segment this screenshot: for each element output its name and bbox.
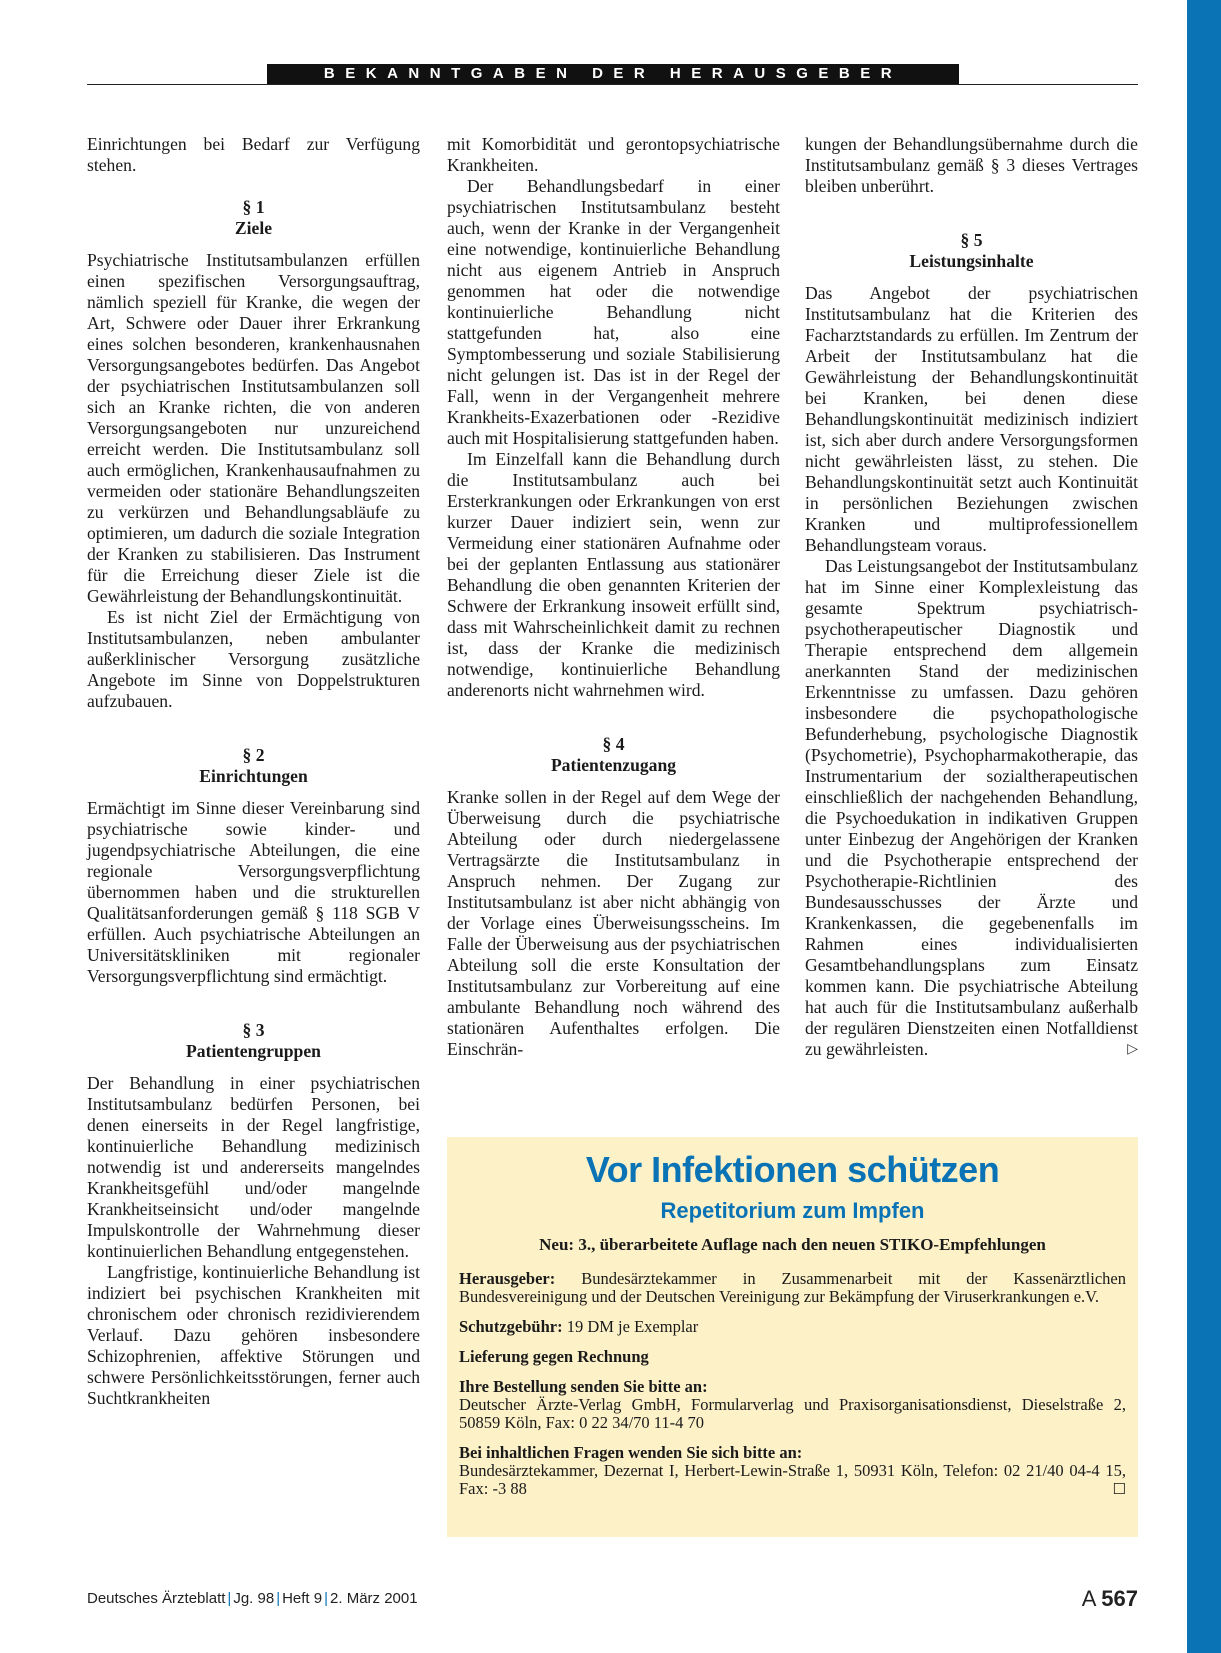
- ad-publisher-text: Bundesärztekammer in Zusammenarbeit mit der Kassenärztlichen Bundesvereinigung und der Deutschen Vereinigung zur Bekämpfung der Viruserkrankungen e.V.: [459, 1269, 1127, 1306]
- section-5-paragraph-1: Das Angebot der psychiatrischen Institutsambulanz hat die Kriterien des Facharztstandards zu erfüllen. Im Zentrum der Arbeit der Institutsambulanz hat die Gewährleistung der Behandlungskontinuität bei Kranken, bei denen diese Behandlungskontinuität medizinisch indiziert ist, sich aber durch andere Versorgungsformen nicht gewährleisten lässt, zu stehen. Die Behandlungskontinuität setzt auch Kontinuität in persönlichen Beziehungen zwischen Kranken und multiprofessionellem Behandlungsteam voraus.: [805, 283, 1138, 555]
- page-number: [1082, 1586, 1138, 1612]
- section-2-number: § 2: [242, 745, 265, 765]
- header-rule: [87, 84, 1138, 85]
- section-1-number: § 1: [242, 197, 265, 217]
- ad-fee: [459, 1318, 1126, 1336]
- footer-volume: Jg. 98: [233, 1590, 275, 1607]
- section-4-heading: [447, 734, 780, 776]
- ad-delivery-text: Lieferung gegen Rechnung: [459, 1347, 649, 1366]
- section-3-paragraph-1: Der Behandlung in einer psychiatrischen Institutsambulanz bedürfen Personen, bei denen einerseits in der Regel langfristige, kontinuierliche Behandlung medizinisch notwendig ist und andererseits mangelndes Krankheitsgefühl und/oder mangelnde Krankheitseinsicht und/oder mangelnde Impulskontrolle der Wahrnehmung dieser kontinuierlichen Behandlung entgegenstehen.: [87, 1073, 420, 1261]
- footer-issue: Heft 9: [282, 1590, 323, 1607]
- section-3-title: Patientengruppen: [186, 1041, 321, 1061]
- section-4-title: Patientenzugang: [550, 755, 677, 775]
- section-1-paragraph-2: Es ist nicht Ziel der Ermächtigung von Institutsambulanzen, neben ambulanter außerklinischer Versorgung zusätzliche Angebote im Sinne von Doppelstrukturen aufzubauen.: [87, 607, 420, 711]
- section-5-number: § 5: [960, 230, 983, 250]
- footer-date: 2. März 2001: [330, 1590, 418, 1607]
- section-5-title: Leistungsinhalte: [909, 251, 1034, 271]
- ad-publisher: [459, 1270, 1126, 1306]
- ad-questions: [459, 1444, 1126, 1498]
- ad-fee-text: 19 DM je Exemplar: [566, 1317, 699, 1336]
- ad-fee-label: Schutzgebühr:: [459, 1317, 563, 1336]
- section-5-paragraph-2-text: Das Leistungsangebot der Institutsambulanz hat im Sinne einer Komplexleistung das gesamte Spektrum psychiatrisch-psychotherapeutischer Diagnostik und Therapie entsprechend dem allgemein anerkannten Stand der medizinischen Erkenntnisse zu umfassen. Dazu gehören insbesondere die psychopathologische Befunderhebung, psychologische Diagnostik (Psychometrie), Psychopharmakotherapie, das Instrumentarium der sozialtherapeutischen einschließlich der nachgehenden Behandlung, die Psychoedukation in indikativen Gruppen unter Einbezug der Angehörigen der Kranken und die Psychotherapie entsprechend der Psychotherapie-Richtlinien des Bundesausschusses der Ärzte und Krankenkassen, die gegebenenfalls im Rahmen eines individualisierten Gesamtbehandlungsplans zum Einsatz kommen kann. Die psychiatrische Abteilung hat auch für die Institutsambulanz außerhalb der regulären Dienstzeiten einen Notfalldienst zu gewährleisten.: [805, 556, 1138, 1059]
- column-2: [447, 134, 780, 1060]
- section-3-paragraph-2: Langfristige, kontinuierliche Behandlung ist indiziert bei psychischen Krankheiten mit chronischem oder chronisch rezidivierendem Verlauf. Dazu gehören insbesondere Schizophrenien, affektive Störungen und schwere Persönlichkeitsstörungen, ferner auch Suchtkrankheiten: [87, 1262, 420, 1408]
- col2-paragraph-3: Im Einzelfall kann die Behandlung durch die Institutsambulanz auch bei Ersterkrankungen oder Erkrankungen von erst kurzer Dauer indiziert sein, wenn zur Vermeidung einer stationären Aufnahme oder bei der geplanten Entlassung aus stationärer Behandlung die oben genannten Kriterien der Schwere der Erkrankung insoweit erfüllt sind, dass mit Wahrscheinlichkeit damit zu rechnen ist, dass der Kranke die medizinisch notwendige, kontinuierliche Behandlung anderenorts nicht wahrnehmen wird.: [447, 449, 780, 700]
- section-5-heading: [805, 230, 1138, 272]
- section-2-paragraph-1: Ermächtigt im Sinne dieser Vereinbarung sind psychiatrische sowie kinder- und jugendpsychiatrische Abteilungen, die eine regionale Versorgungsverpflichtung übernommen haben und die strukturellen Qualitätsanforderungen gemäß § 118 SGB V erfüllen. Auch psychiatrische Abteilungen an Universitätskliniken mit regionaler Versorgungsverpflichtung sind ermächtigt.: [87, 798, 420, 986]
- footer-journal: Deutsches Ärzteblatt: [87, 1590, 226, 1607]
- section-1-heading: [87, 197, 420, 239]
- section-header-band: BEKANNTGABEN DER HERAUSGEBER: [267, 64, 959, 84]
- ad-body: [447, 1270, 1138, 1498]
- ad-order-label: Ihre Bestellung senden Sie bitte an:: [459, 1377, 708, 1396]
- col2-paragraph-2: Der Behandlungsbedarf in einer psychiatrischen Institutsambulanz besteht auch, wenn der Kranke in der Vergangenheit eine notwendige, kontinuierliche Behandlung nicht aus eigenem Antrieb in Anspruch genommen hat oder die notwendige kontinuierliche Behandlung nicht stattgefunden hat, also eine Symptombesserung und soziale Stabilisierung nicht gelungen ist. Das ist in der Regel der Fall, wenn in der Vergangenheit mehrere Krankheits-Exazerbationen oder -Rezidive auch mit Hospitalisierung stattgefunden haben.: [447, 176, 780, 448]
- ad-new-edition-note: Neu: 3., überarbeitete Auflage nach den neuen STIKO-Empfehlungen: [539, 1235, 1046, 1254]
- continued-arrow-icon: ▷: [1127, 1041, 1138, 1057]
- col1-intro: Einrichtungen bei Bedarf zur Verfügung stehen.: [87, 134, 420, 175]
- column-1: [87, 134, 420, 1409]
- col2-continuation: mit Komorbidität und gerontopsychiatrische Krankheiten.: [447, 134, 780, 175]
- ad-delivery: [459, 1348, 1126, 1366]
- section-1-paragraph-1: Psychiatrische Institutsambulanzen erfüllen einen spezifischen Versorgungsauftrag, nämlich speziell für Kranke, die wegen der Art, Schwere oder Dauer ihrer Erkrankung eines solchen besonderen, krankenhausnahen Versorgungsangebotes bedürfen. Das Angebot der psychiatrischen Institutsambulanzen soll sich an Kranke richten, die von anderen Versorgungsangeboten nur unzureichend erreicht werden. Die Institutsambulanz soll auch ermöglichen, Krankenhausaufnahmen zu vermeiden oder stationäre Behandlungszeiten zu verkürzen und Behandlungsabläufe zu optimieren, um dadurch die soziale Integration der Kranken zu stabilisieren. Das Instrument für die Erreichung dieser Ziele ist die Gewährleistung der Behandlungskontinuität.: [87, 250, 420, 606]
- section-1-title: Ziele: [234, 218, 273, 238]
- section-4-number: § 4: [602, 734, 625, 754]
- page-footer: [87, 1586, 1138, 1612]
- footer-separator: |: [276, 1590, 281, 1607]
- section-3-number: § 3: [242, 1020, 265, 1040]
- advertisement-box: [447, 1137, 1138, 1537]
- footer-citation: [87, 1590, 418, 1607]
- page-number-value: 567: [1101, 1586, 1138, 1611]
- footer-separator: |: [324, 1590, 329, 1607]
- page-prefix: A: [1081, 1586, 1096, 1611]
- column-3: [805, 134, 1138, 1060]
- end-box-icon: ☐: [1112, 1480, 1126, 1498]
- section-3-heading: [87, 1020, 420, 1062]
- ad-questions-label: Bei inhaltlichen Fragen wenden Sie sich bitte an:: [459, 1443, 803, 1462]
- ad-title: Vor Infektionen schützen: [585, 1149, 1000, 1190]
- section-4-paragraph-1: Kranke sollen in der Regel auf dem Wege der Überweisung durch die psychiatrische Abteilung oder durch niedergelassene Vertragsärzte die Institutsambulanz in Anspruch nehmen. Der Zugang zur Institutsambulanz ist aber nicht abhängig von der Vorlage eines Überweisungsscheins. Im Falle der Überweisung aus der psychiatrischen Abteilung soll die erste Konsultation der Institutsambulanz zur Vorbereitung auf eine ambulante Behandlung noch während des stationären Aufenthaltes erfolgen. Die Einschrän-: [447, 787, 780, 1059]
- col3-continuation: kungen der Behandlungsübernahme durch die Institutsambulanz gemäß § 3 dieses Vertrages bleiben unberührt.: [805, 134, 1138, 196]
- ad-order-text: Deutscher Ärzte-Verlag GmbH, Formularverlag und Praxisorganisationsdienst, Dieselstraße 2, 50859 Köln, Fax: 0 22 34/70 11-4 70: [459, 1395, 1126, 1432]
- side-color-bar: [1187, 0, 1221, 1653]
- ad-order: [459, 1378, 1126, 1432]
- footer-separator: |: [227, 1590, 232, 1607]
- section-2-title: Einrichtungen: [199, 766, 308, 786]
- ad-publisher-label: Herausgeber:: [459, 1269, 556, 1288]
- ad-subtitle: Repetitorium zum Impfen: [660, 1198, 925, 1223]
- section-5-paragraph-2: [805, 556, 1138, 1060]
- ad-questions-text: Bundesärztekammer, Dezernat I, Herbert-Lewin-Straße 1, 50931 Köln, Telefon: 02 21/40 04-4 15, Fax: -3 88: [459, 1461, 1126, 1498]
- section-2-heading: [87, 745, 420, 787]
